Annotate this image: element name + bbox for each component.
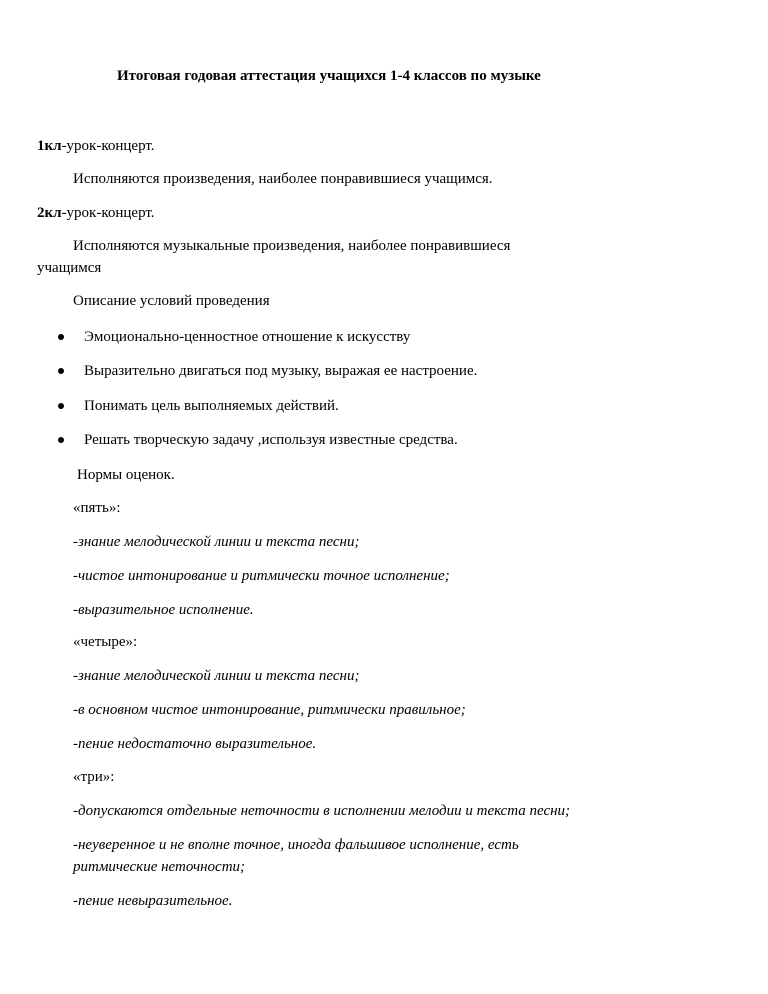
bullet-dot-icon (58, 368, 64, 374)
bullet-dot-icon (58, 403, 64, 409)
grade-three-item: ритмические неточности; (73, 859, 246, 875)
bullet-dot-icon (58, 437, 64, 443)
grade-five-item: -знание мелодической линии и текста песни; (73, 534, 360, 550)
conditions-heading: Описание условий проведения (73, 293, 270, 309)
grade1-label: 1кл (37, 138, 62, 154)
grade-four-label: «четыре»: (73, 634, 138, 650)
grade1-description: Исполняются произведения, наиболее понравившиеся учащимся. (73, 171, 493, 187)
grade-three-item: -пение невыразительное. (73, 893, 233, 909)
grade1-line (37, 137, 155, 155)
bullet-item: Решать творческую задачу ,используя известные средства. (84, 432, 458, 448)
grade-four-item: -пение недостаточно выразительное. (73, 736, 317, 752)
grade2-description-line1: Исполняются музыкальные произведения, наиболее понравившиеся (73, 238, 511, 254)
norms-heading: Нормы оценок. (77, 467, 175, 483)
grade-five-item: -выразительное исполнение. (73, 602, 254, 618)
bullet-item: Эмоционально-ценностное отношение к искусству (84, 329, 411, 345)
grade2-description-line2: учащимся (37, 260, 102, 276)
grade2-line (37, 204, 155, 222)
grade-five-label: «пять»: (73, 500, 121, 516)
grade-five-item: -чистое интонирование и ритмически точное исполнение; (73, 568, 450, 584)
grade-four-item: -знание мелодической линии и текста песни; (73, 668, 360, 684)
bullet-item: Понимать цель выполняемых действий. (84, 398, 339, 414)
grade-three-item: -допускаются отдельные неточности в исполнении мелодии и текста песни; (73, 803, 571, 819)
grade-three-item: -неуверенное и не вполне точное, иногда фальшивое исполнение, есть (73, 837, 519, 853)
grade-three-label: «три»: (73, 769, 115, 785)
grade2-label: 2кл (37, 205, 62, 221)
grade1-text: -урок-концерт. (61, 138, 155, 154)
document-title: Итоговая годовая аттестация учащихся 1-4 классов по музыке (117, 68, 541, 84)
grade2-text: -урок-концерт. (61, 205, 155, 221)
bullet-dot-icon (58, 334, 64, 340)
bullet-item: Выразительно двигаться под музыку, выражая ее настроение. (84, 363, 478, 379)
grade-four-item: -в основном чистое интонирование, ритмически правильное; (73, 702, 466, 718)
